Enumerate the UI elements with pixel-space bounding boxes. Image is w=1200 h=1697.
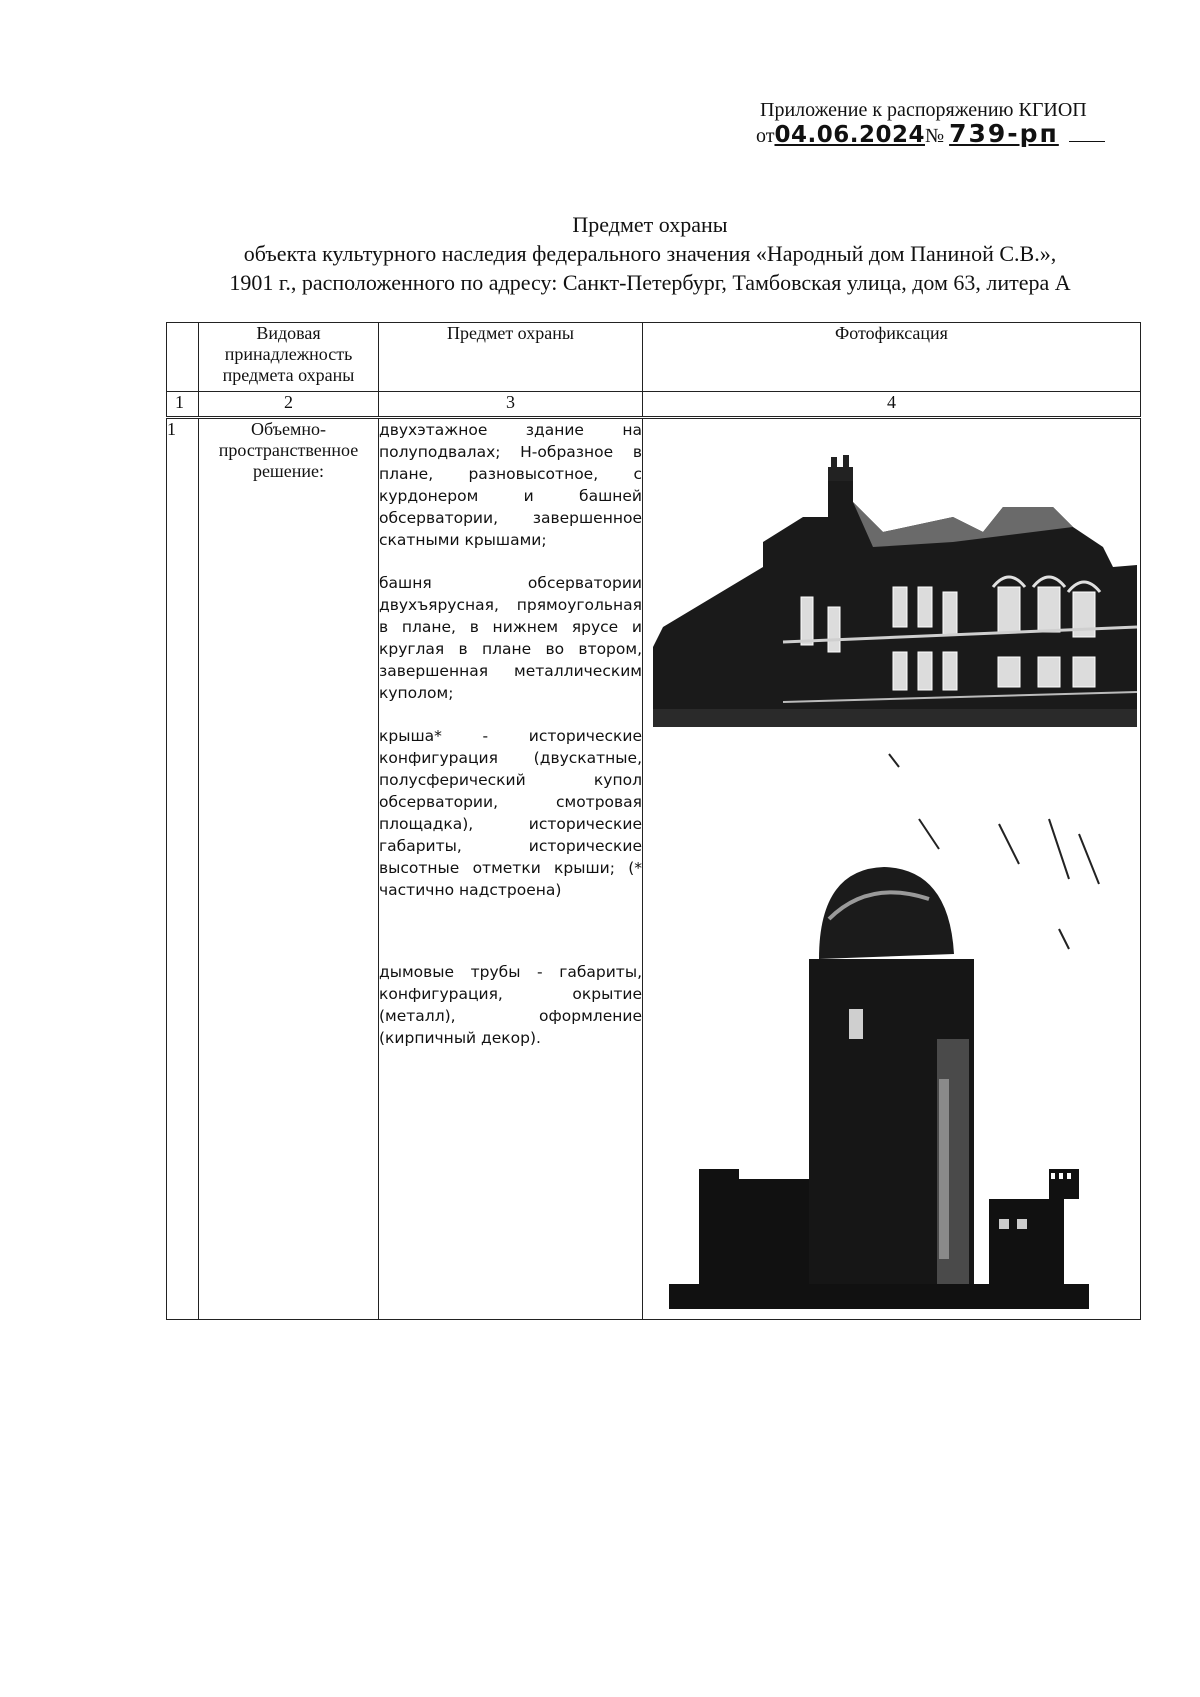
col-number-1: 1 bbox=[167, 392, 199, 418]
column-number-row bbox=[167, 392, 1141, 418]
row-kind: Объемно-пространственное решение: bbox=[199, 418, 379, 1320]
observatory-tower-photo bbox=[669, 749, 1129, 1309]
title-line-1: Предмет охраны bbox=[572, 212, 728, 237]
col-number-3: 3 bbox=[379, 392, 643, 418]
table-header-row bbox=[167, 323, 1141, 392]
from-prefix: от bbox=[756, 125, 775, 147]
protection-subject-table bbox=[166, 322, 1141, 1320]
order-number: 739-рп bbox=[949, 119, 1059, 148]
number-sign: № bbox=[925, 125, 945, 147]
col-number-2: 2 bbox=[199, 392, 379, 418]
order-date: 04.06.2024 bbox=[774, 122, 925, 148]
header-kind: Видовая принадлежность предмета охраны bbox=[199, 323, 379, 392]
subject-item: дымовые трубы - габариты, конфигурация, окрытие (металл), оформление (кирпичный декор). bbox=[379, 963, 642, 1047]
title-line-3: 1901 г., расположенного по адресу: Санкт-Петербург, Тамбовская улица, дом 63, литера А bbox=[229, 270, 1071, 295]
header-num bbox=[167, 323, 199, 392]
header-subject: Предмет охраны bbox=[379, 323, 643, 392]
building-photo bbox=[653, 447, 1137, 727]
appendix-header bbox=[756, 98, 1160, 148]
photo-cell bbox=[643, 418, 1141, 1320]
subject-item: двухэтажное здание на полуподвалах; Н-образное в плане, разновысотное, с курдонером и башней обсерватории, завершенное скатными крышами; bbox=[379, 421, 642, 549]
order-line bbox=[756, 119, 1160, 148]
header-photo: Фотофиксация bbox=[643, 323, 1141, 392]
row-number: 1 bbox=[167, 418, 199, 1320]
table-row bbox=[167, 418, 1141, 1320]
title-line-2: объекта культурного наследия федерального значения «Народный дом Паниной С.В.», bbox=[243, 241, 1057, 266]
signature-rule bbox=[1069, 141, 1105, 142]
col-number-4: 4 bbox=[643, 392, 1141, 418]
document-title bbox=[0, 210, 1200, 297]
subject-item: башня обсерватории двухъярусная, прямоугольная в плане, в нижнем ярусе и круглая в плане во втором, завершенная металлическим куполом; bbox=[379, 574, 642, 702]
appendix-title: Приложение к распоряжению КГИОП bbox=[760, 99, 1087, 121]
row-subjects bbox=[379, 418, 643, 1320]
subject-item: крыша* - исторические конфигурация (двускатные, полусферический купол обсерватории, смотровая площадка), исторические габариты, исторические высотные отметки крыши; (* частично надстроена) bbox=[379, 727, 642, 899]
